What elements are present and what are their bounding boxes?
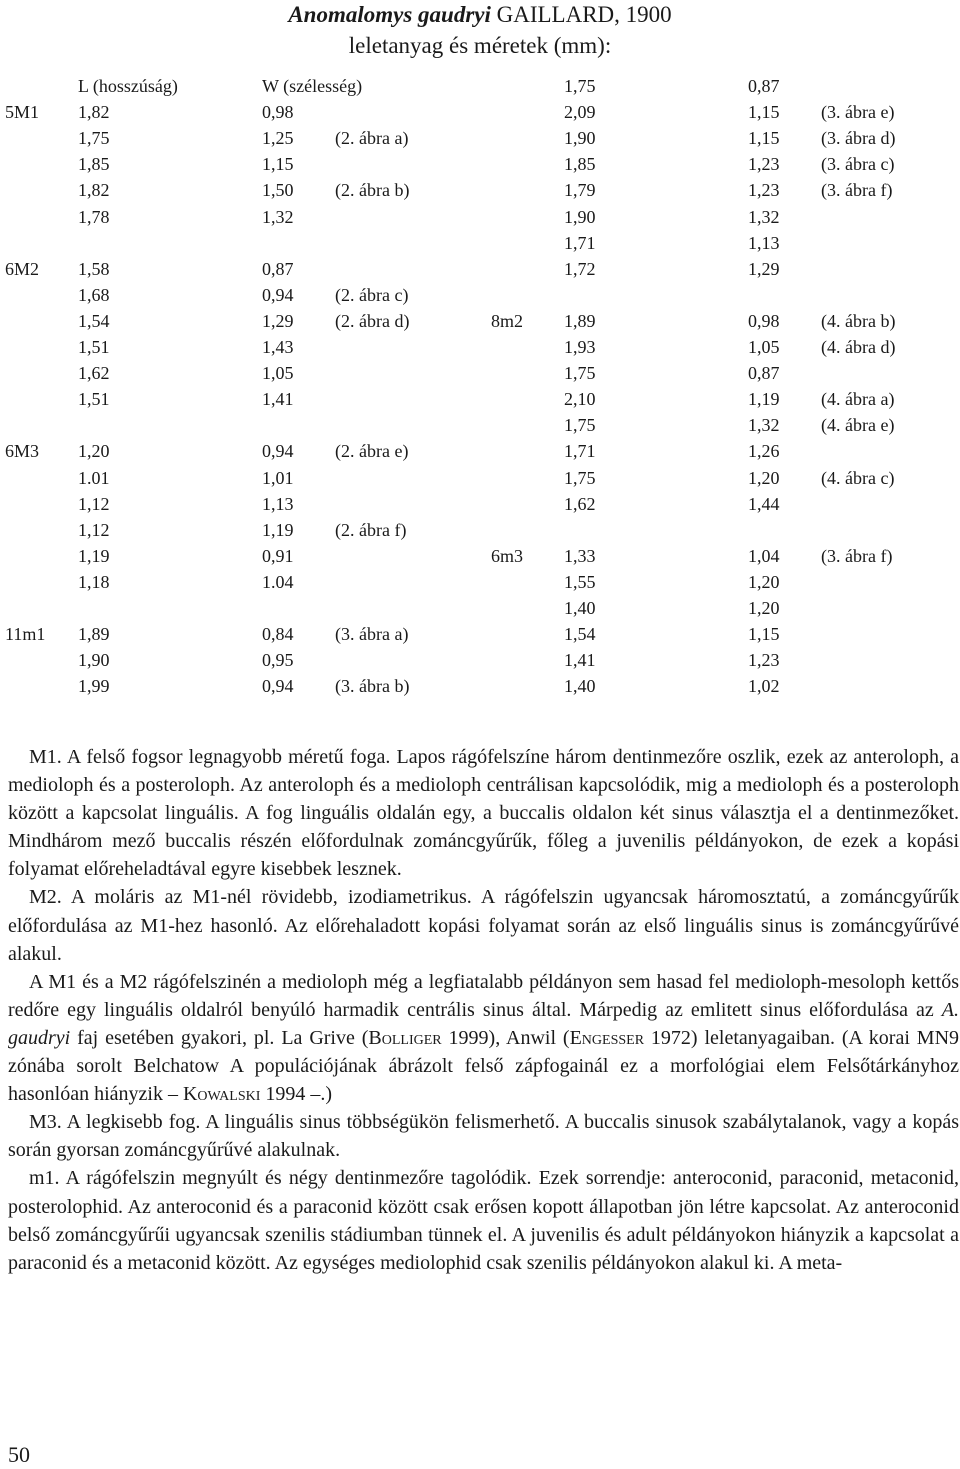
length-value: 1,68 xyxy=(78,284,110,305)
length-value: 1,72 xyxy=(564,258,596,279)
table-row xyxy=(0,520,960,546)
author-citation: Engesser xyxy=(569,1026,645,1049)
length-value: 1,85 xyxy=(78,154,110,175)
width-value: 1,01 xyxy=(262,467,294,488)
length-value: 1,19 xyxy=(78,545,110,566)
figure-reference: (2. ábra e) xyxy=(335,441,409,462)
width-value: 0,91 xyxy=(262,545,294,566)
figure-reference: (3. ábra e) xyxy=(821,102,895,123)
figure-reference: (4. ábra e) xyxy=(821,415,895,436)
width-value: 0,87 xyxy=(262,258,294,279)
length-value: 1,62 xyxy=(78,363,110,384)
length-value: 2,09 xyxy=(564,102,596,123)
width-value: 0,84 xyxy=(262,624,294,645)
length-value: 1,20 xyxy=(78,441,110,462)
width-value: W (szélesség) xyxy=(262,76,363,96)
width-value: 1,15 xyxy=(748,624,780,645)
figure-reference: (2. ábra b) xyxy=(335,180,410,201)
author-citation: Kowalski xyxy=(182,1083,261,1106)
species-abbrev: A. gaudryi xyxy=(8,998,959,1049)
table-row xyxy=(0,207,960,233)
length-value: 1,71 xyxy=(564,232,596,253)
figure-reference: (4. ábra d) xyxy=(821,337,896,357)
table-row xyxy=(0,494,960,520)
figure-reference: (3. ábra b) xyxy=(335,676,410,697)
length-value: 1,82 xyxy=(78,102,110,123)
length-value: 1,75 xyxy=(564,76,596,96)
width-value: 1,13 xyxy=(748,232,780,253)
table-row xyxy=(0,676,960,702)
width-value: 1,43 xyxy=(262,337,294,357)
length-value: 1,75 xyxy=(78,128,110,149)
length-value: 1,18 xyxy=(78,571,110,592)
description-text xyxy=(8,743,959,1277)
width-value: 1,32 xyxy=(262,206,294,227)
figure-reference: (2. ábra d) xyxy=(335,310,410,331)
length-value: 1,12 xyxy=(78,519,110,540)
table-row xyxy=(0,572,960,598)
table-row xyxy=(0,389,960,415)
width-value: 1,26 xyxy=(748,441,780,462)
text-span: faj esetében gyakori, pl. La Grive ( xyxy=(70,1026,369,1049)
table-row xyxy=(0,624,960,650)
width-value: 1,29 xyxy=(262,310,294,331)
length-value: 1,93 xyxy=(564,337,596,357)
paragraph-m3: M3. A legkisebb fog. A linguális sinus többségükön felismerhető. A buccalis sinusok szabálytalanok, vagy a kopás során gyorsan zománcgyűrűvé alakulnak. xyxy=(8,1111,959,1162)
width-value: 0,87 xyxy=(748,76,780,96)
width-value: 1,05 xyxy=(262,363,294,384)
page-subtitle: leletanyag és méretek (mm): xyxy=(348,33,612,58)
width-value: 1,19 xyxy=(262,519,294,540)
width-value: 1,29 xyxy=(748,258,780,279)
figure-reference: (3. ábra d) xyxy=(821,128,896,149)
length-value: 1,75 xyxy=(564,363,596,384)
table-row xyxy=(0,337,960,363)
length-value: 1,54 xyxy=(564,624,596,645)
row-label: 6M3 xyxy=(5,441,40,462)
paragraph-m1: M1. A felső fogsor legnagyobb méretű foga. Lapos rágófelszíne három dentinmezőre oszlik, ezek az anteroloph, a medioloph és a posteroloph. Az anteroloph és a medioloph centrálisan kapcsolódik, mig a medioloph és a posteroloph között a kapcsolat linguális. A fog linguális oldalán egy, a buccalis oldalon két sinus választja el a dentinmezőket. Mindhárom mező buccalis részén előfordulnak zománcgyűrűk, főleg a juvenilis példányokon, de ezek a kopási folyamat előreheladtával egyre kisebbek lesznek. xyxy=(8,746,959,881)
species-name: Anomalomys gaudryi xyxy=(288,2,491,27)
text-span: 1999), Anwil ( xyxy=(441,1026,570,1049)
length-value: 1,33 xyxy=(564,545,596,566)
table-row xyxy=(0,285,960,311)
length-value: 1,71 xyxy=(564,441,596,462)
width-value: 0,94 xyxy=(262,441,294,462)
width-value: 1,32 xyxy=(748,206,780,227)
length-value: 1,79 xyxy=(564,180,596,201)
length-value: 1,54 xyxy=(78,310,110,331)
width-value: 0,87 xyxy=(748,363,780,384)
length-value: 1,90 xyxy=(564,128,596,149)
length-value: 1,51 xyxy=(78,337,110,357)
table-row xyxy=(0,259,960,285)
text-span: 1994 –.) xyxy=(260,1083,333,1106)
text-span: 1972) leletanyagaiban. (A korai MN9 zónába sorolt Belchatow A populációjának ábrázolt felső zápfogainál ez a morfológiai elem Felsőtárkányhoz hasonlóan hiányzik – xyxy=(8,1026,960,1106)
width-value: 1.04 xyxy=(262,571,294,592)
length-value: 1,85 xyxy=(564,154,596,175)
length-value: 1,40 xyxy=(564,598,596,618)
width-value: 1,13 xyxy=(262,493,294,514)
width-value: 1,41 xyxy=(262,389,294,410)
paragraph-occlusal xyxy=(8,968,959,1108)
length-value: L (hosszúság) xyxy=(78,76,178,96)
length-value: 1,75 xyxy=(564,415,596,436)
length-value: 1,12 xyxy=(78,493,110,514)
width-value: 1,32 xyxy=(748,415,780,436)
width-value: 0,94 xyxy=(262,676,294,697)
figure-reference: (4. ábra a) xyxy=(821,389,895,410)
length-value: 1,78 xyxy=(78,206,110,227)
table-row xyxy=(0,468,960,494)
width-value: 1,23 xyxy=(748,180,780,201)
table-header-row xyxy=(0,76,960,102)
width-value: 1,23 xyxy=(748,154,780,175)
width-value: 1,20 xyxy=(748,598,780,618)
width-value: 0,98 xyxy=(262,102,294,123)
width-value: 1,44 xyxy=(748,493,780,514)
table-row xyxy=(0,180,960,206)
table-row xyxy=(0,128,960,154)
length-value: 1,90 xyxy=(564,206,596,227)
row-label: 8m2 xyxy=(491,310,524,331)
width-value: 1,15 xyxy=(262,154,294,175)
width-value: 1,02 xyxy=(748,676,780,697)
width-value: 1,05 xyxy=(748,337,780,357)
figure-reference: (3. ábra f) xyxy=(821,180,893,201)
length-value: 1,89 xyxy=(564,310,596,331)
paragraph-m2: M2. A moláris az M1-nél rövidebb, izodiametrikus. A rágófelszin ugyancsak háromosztatú, a zománcgyűrűk előfordulása az M1-hez hasonló. Az előrehaladott kopási folyamat során az első linguális sinus is zománcgyűrűvé alakul. xyxy=(8,886,959,965)
table-row xyxy=(0,441,960,467)
page-title xyxy=(0,2,960,28)
width-value: 1,50 xyxy=(262,180,294,201)
table-row xyxy=(0,650,960,676)
table-row xyxy=(0,233,960,259)
width-value: 0,98 xyxy=(748,310,780,331)
length-value: 1,40 xyxy=(564,676,596,697)
figure-reference: (2. ábra c) xyxy=(335,284,409,305)
figure-reference: (3. ábra f) xyxy=(821,545,893,566)
table-row xyxy=(0,102,960,128)
length-value: 1,82 xyxy=(78,180,110,201)
page-number: 50 xyxy=(8,1442,30,1467)
width-value: 0,95 xyxy=(262,650,294,671)
length-value: 1,90 xyxy=(78,650,110,671)
table-row xyxy=(0,154,960,180)
table-row xyxy=(0,415,960,441)
length-value: 1,58 xyxy=(78,258,110,279)
figure-reference: (2. ábra f) xyxy=(335,519,407,540)
row-label: 6M2 xyxy=(5,258,40,279)
length-value: 1,41 xyxy=(564,650,596,671)
figure-reference: (3. ábra a) xyxy=(335,624,409,645)
width-value: 1,20 xyxy=(748,571,780,592)
width-value: 1,15 xyxy=(748,102,780,123)
width-value: 1,04 xyxy=(748,545,780,566)
figure-reference: (4. ábra c) xyxy=(821,467,895,488)
width-value: 1,25 xyxy=(262,128,294,149)
length-value: 1,55 xyxy=(564,571,596,592)
table-row xyxy=(0,363,960,389)
width-value: 1,15 xyxy=(748,128,780,149)
row-label: 11m1 xyxy=(5,624,46,645)
length-value: 1.01 xyxy=(78,467,110,488)
width-value: 1,20 xyxy=(748,467,780,488)
length-value: 1,51 xyxy=(78,389,110,410)
table-row xyxy=(0,311,960,337)
figure-reference: (2. ábra a) xyxy=(335,128,409,149)
text-span: A M1 és a M2 rágófelszinén a medioloph még a legfiatalabb példányon sem hasad fel medioloph-mesoloph kettős redőre egy linguális oldalról benyúló harmadik centrális sinus által. Márpedig az emlitett sinus előfordulása az xyxy=(8,970,959,1021)
length-value: 1,99 xyxy=(78,676,110,697)
length-value: 1,62 xyxy=(564,493,596,514)
length-value: 1,75 xyxy=(564,467,596,488)
paragraph-lower-m1: m1. A rágófelszin megnyúlt és négy dentinmezőre tagolódik. Ezek sorrendje: anteroconid, paraconid, metaconid, posterolophid. Az anteroconid és a paraconid között csak erősen kopott állapotban jön létre kapcsolat. Az anteroconid belső zománcgyűrűi ugyancsak szenilis stádiumban tünnek el. A juvenilis és adult példányokon hiányzik a kapcsolat a paraconid és a metaconid között. Az egységes mediolophid csak szenilis példányokon alakul ki. A meta- xyxy=(8,1167,959,1274)
row-label: 6m3 xyxy=(491,545,524,566)
length-value: 1,89 xyxy=(78,624,110,645)
width-value: 1,23 xyxy=(748,650,780,671)
table-row xyxy=(0,598,960,624)
author-citation: Bolliger xyxy=(368,1026,442,1049)
figure-reference: (3. ábra c) xyxy=(821,154,895,175)
length-value: 2,10 xyxy=(564,389,596,410)
width-value: 0,94 xyxy=(262,284,294,305)
row-label: 5M1 xyxy=(5,102,40,123)
width-value: 1,19 xyxy=(748,389,780,410)
figure-reference: (4. ábra b) xyxy=(821,310,896,331)
table-row xyxy=(0,546,960,572)
species-authority: GAILLARD, 1900 xyxy=(496,2,672,27)
